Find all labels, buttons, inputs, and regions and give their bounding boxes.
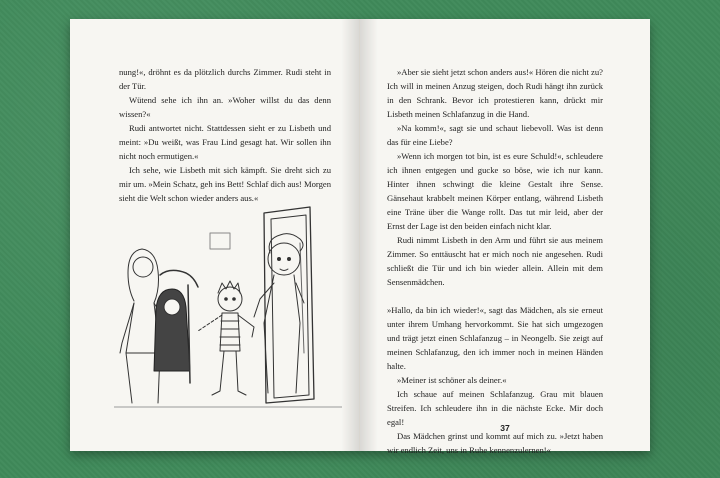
paragraph: Wütend sehe ich ihn an. »Woher willst du das denn wissen?« — [119, 95, 331, 119]
paragraph: nung!«, dröhnt es da plötzlich durchs Zimmer. Rudi steht in der Tür. — [119, 67, 331, 91]
rudi-figure — [254, 234, 304, 393]
paragraph: »Wenn ich morgen tot bin, ist es eure Schuld!«, schleudere ich ihnen entgegen und gucke so böse, wie ich nur kann. Hinter ihnen schwingt die kleine Gestalt ihre Sense. Gänsehaut krabbelt meinen Körper entlang, während Lisbeth eine Träne über die Wange rollt. Das tut mir leid, aber der Ernst der Lage ist den beiden einfach nicht klar. — [387, 151, 603, 231]
paragraph: Rudi nimmt Lisbeth in den Arm und führt sie aus meinem Zimmer. So enttäuscht hat er mich noch nie angesehen. Rudi schließt die Tür und ich bin wieder allein. Allein mit dem Sensenmädchen. — [387, 235, 603, 287]
paragraph: Ich schaue auf meinen Schlafanzug. Grau mit blauen Streifen. Ich schleudere ihn in die nächste Ecke. Mir doch egal! — [387, 389, 603, 427]
reaper-girl-figure — [154, 270, 198, 383]
paragraph: »Hallo, da bin ich wieder!«, sagt das Mädchen, als sie erneut unter ihrem Umhang hervorkommt. Sie hat sich umgezogen und trägt jetzt einen Schlafanzug – in Neongelb. Sie zeigt auf meinen Schlafanzug, den ich immer noch in meinen Händen halte. — [387, 305, 603, 371]
paragraph: Das Mädchen grinst und kommt auf mich zu. »Jetzt haben wir endlich Zeit, uns in Ruhe kennenzulernen!« — [387, 431, 603, 455]
gutter-shadow — [341, 19, 359, 451]
illustration — [114, 203, 342, 415]
gutter-shadow — [360, 19, 378, 451]
open-book — [70, 19, 650, 455]
boy-figure — [198, 281, 254, 395]
left-page — [70, 19, 360, 451]
right-page — [360, 19, 650, 455]
right-page-text — [387, 65, 603, 457]
paragraph: Ich sehe, wie Lisbeth mit sich kämpft. Sie dreht sich zu mir um. »Mein Schatz, geh ins Bett! Schlaf dich aus! Morgen sieht die Welt schon wieder anders aus.« — [119, 165, 331, 203]
page-number: 37 — [500, 423, 510, 433]
paragraph: »Aber sie sieht jetzt schon anders aus!« Hören die nicht zu? Ich will in meinen Anzug steigen, doch Rudi hängt ihn zurück in den Schrank. Bevor ich protestieren kann, drückt mir Lisbeth meinen Schlafanzug in die Hand. — [387, 67, 603, 119]
paragraph: »Meiner ist schöner als deiner.« — [397, 375, 507, 385]
paragraph: »Na komm!«, sagt sie und schaut liebevoll. Was ist denn das für eine Liebe? — [387, 123, 603, 147]
paragraph: Rudi antwortet nicht. Stattdessen sieht er zu Lisbeth und meint: »Du weißt, was Frau Lind gesagt hat. Wir sollen ihn nicht noch ermutigen.« — [119, 123, 331, 161]
left-page-text — [119, 65, 331, 205]
